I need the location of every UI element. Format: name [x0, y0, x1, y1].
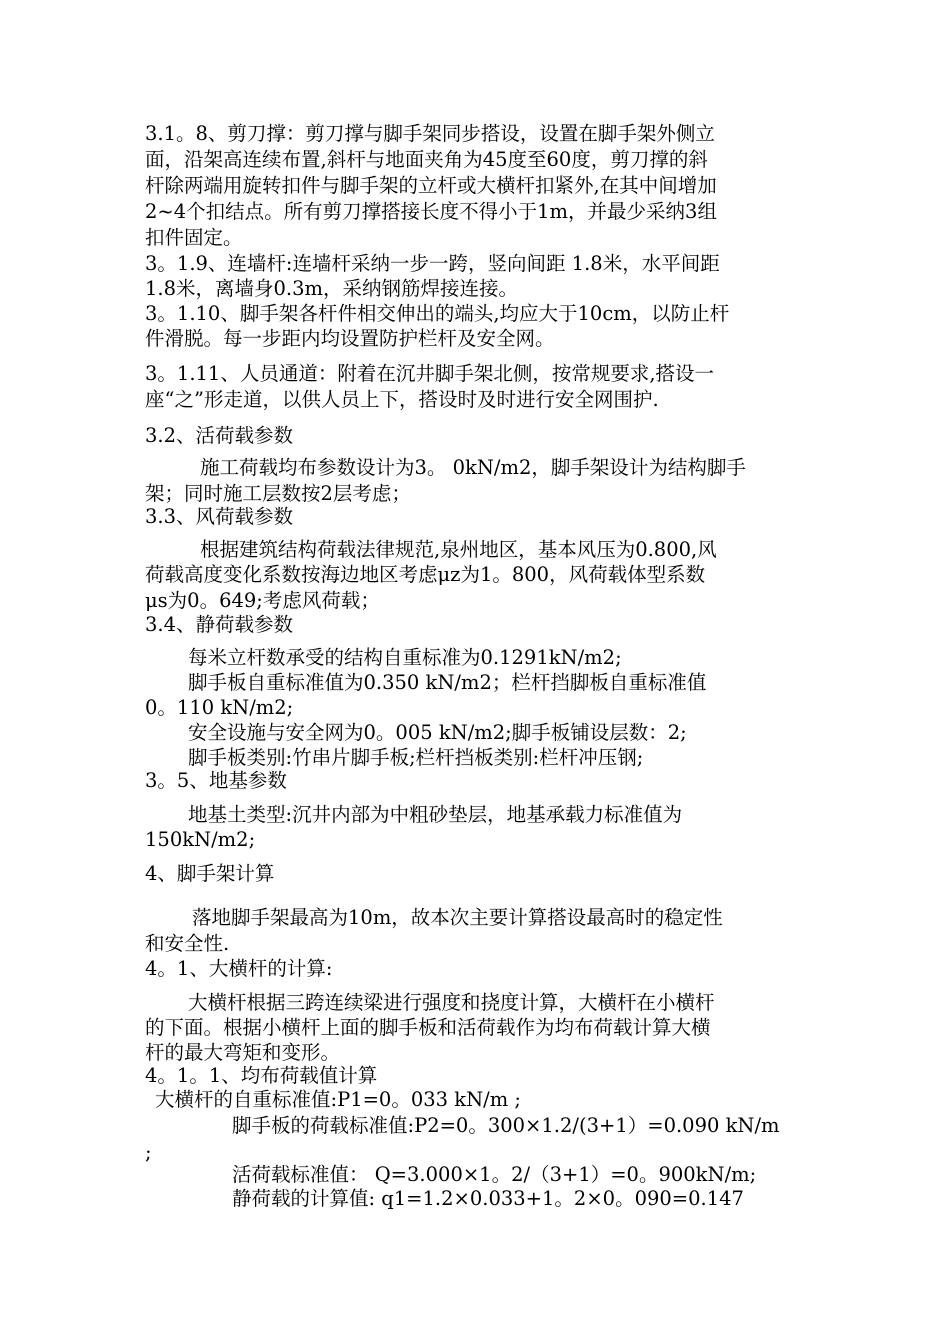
text-line: μs为0。649;考虑风荷载； [145, 589, 380, 612]
text-line: 静荷载的计算值: q1=1.2×0.033+1。2×0。090=0.147 [232, 1187, 744, 1210]
text-line: 3。1.10、脚手架各杆件相交伸出的端头,均应大于10cm，以防止杆 [145, 302, 730, 325]
section-heading: 3.2、活荷载参数 [145, 424, 294, 447]
text-line: 每米立杆数承受的结构自重标准为0.1291kN/m2; [188, 646, 622, 669]
text-line: 扣件固定。 [145, 226, 243, 249]
text-line: 150kN/m2; [145, 828, 256, 851]
section-heading: 4。1。1、均布荷载值计算 [145, 1064, 378, 1087]
text-line: 座“之”形走道，以供人员上下，搭设时及时进行安全网围护. [145, 388, 659, 411]
text-line: 杆除两端用旋转扣件与脚手架的立杆或大横杆扣紧外,在其中间增加 [145, 174, 717, 197]
text-line: 根据建筑结构荷载法律规范,泉州地区，基本风压为0.800,风 [200, 538, 717, 561]
text-line: 2~4个扣结点。所有剪刀撑搭接长度不得小于1m，并最少采纳3组 [145, 200, 717, 223]
section-heading: 3。5、地基参数 [145, 769, 287, 792]
text-line: 活荷载标准值： Q=3.000×1。2/（3+1）=0。900kN/m; [232, 1163, 757, 1186]
text-line: 面，沿架高连续布置,斜杆与地面夹角为45度至60度，剪刀撑的斜 [145, 148, 708, 171]
section-heading: 4。1、大横杆的计算: [145, 957, 333, 980]
text-line: 0。110 kN/m2; [145, 696, 294, 719]
text-line: 3.1。8、剪刀撑：剪刀撑与脚手架同步搭设，设置在脚手架外侧立 [145, 122, 715, 145]
text-line: 脚手板的荷载标准值:P2=0。300×1.2/(3+1）=0.090 kN/m [232, 1114, 780, 1137]
text-line: ; [145, 1141, 152, 1164]
text-line: 和安全性. [145, 932, 230, 955]
text-line: 架；同时施工层数按2层考虑； [145, 482, 411, 505]
text-line: 杆的最大弯矩和变形。 [145, 1041, 341, 1064]
text-line: 施工荷载均布参数设计为3。 0kN/m2，脚手架设计为结构脚手 [200, 456, 746, 479]
text-line: 大横杆根据三跨连续梁进行强度和挠度计算，大横杆在小横杆 [188, 991, 715, 1014]
text-line: 1.8米，离墙身0.3m，采纳钢筋焊接连接。 [145, 277, 519, 300]
text-line: 脚手板自重标准值为0.350 kN/m2；栏杆挡脚板自重标准值 [188, 671, 707, 694]
section-heading: 3.4、静荷载参数 [145, 613, 294, 636]
text-line: 脚手板类别:竹串片脚手板;栏杆挡板类别:栏杆冲压钢; [188, 746, 644, 769]
text-line: 地基土类型:沉井内部为中粗砂垫层，地基承载力标准值为 [188, 803, 683, 826]
text-line: 安全设施与安全网为0。005 kN/m2;脚手板铺设层数：2; [188, 721, 687, 744]
text-line: 荷载高度变化系数按海边地区考虑μz为1。800，风荷载体型系数 [145, 563, 706, 586]
text-line: 件滑脱。每一步距内均设置防护栏杆及安全网。 [145, 327, 555, 350]
section-heading: 4、脚手架计算 [145, 862, 275, 885]
section-heading: 3.3、风荷载参数 [145, 505, 294, 528]
text-line: 大横杆的自重标准值:P1=0。033 kN/m ; [155, 1088, 521, 1111]
text-line: 的下面。根据小横杆上面的脚手板和活荷载作为均布荷载计算大横 [145, 1016, 711, 1039]
text-line: 落地脚手架最高为10m，故本次主要计算搭设最高时的稳定性 [192, 906, 723, 929]
text-line: 3。1.9、连墙杆:连墙杆采纳一步一跨，竖向间距 1.8米，水平间距 [145, 252, 720, 275]
text-line: 3。1.11、人员通道：附着在沉井脚手架北侧，按常规要求,搭设一 [145, 362, 715, 385]
